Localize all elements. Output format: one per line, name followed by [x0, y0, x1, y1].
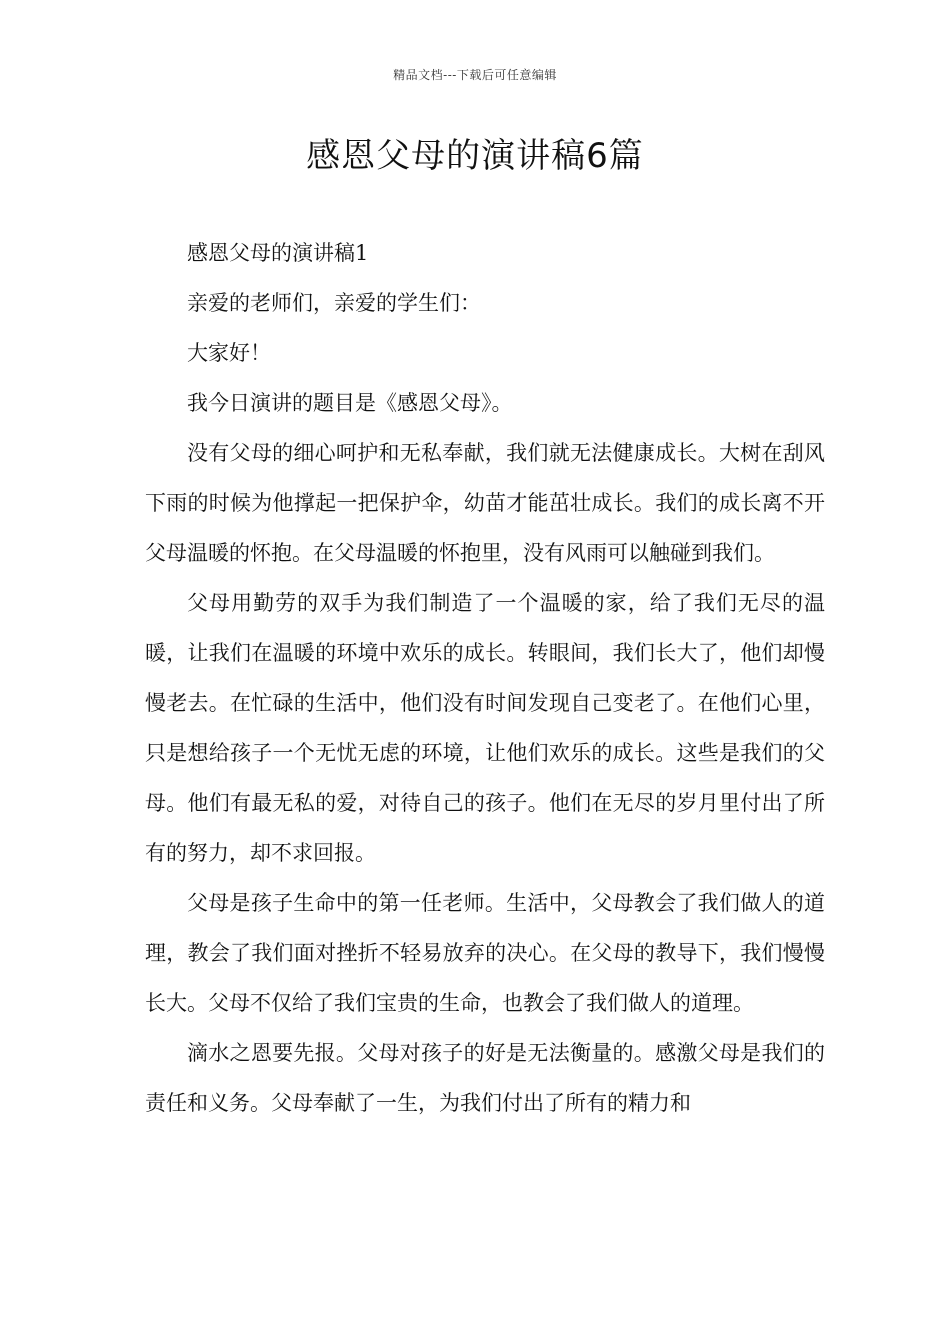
paragraph-body-4: 滴水之恩要先报。父母对孩子的好是无法衡量的。感激父母是我们的责任和义务。父母奉献了一生，为我们付出了所有的精力和 [145, 1041, 825, 1115]
paragraph-body-1: 没有父母的细心呵护和无私奉献，我们就无法健康成长。大树在刮风下雨的时候为他撑起一把保护伞，幼苗才能茁壮成长。我们的成长离不开父母温暖的怀抱。在父母温暖的怀抱里，没有风雨可以触碰到我们。 [145, 441, 825, 565]
paragraph-speech-heading: 感恩父母的演讲稿1 [187, 241, 369, 265]
paragraph-greeting: 大家好！ [187, 341, 271, 365]
document-title: 感恩父母的演讲稿6篇 [306, 136, 644, 176]
paragraph-body-3: 父母是孩子生命中的第一任老师。生活中，父母教会了我们做人的道理，教会了我们面对挫折不轻易放弃的决心。在父母的教导下，我们慢慢长大。父母不仅给了我们宝贵的生命，也教会了我们做人的道理。 [145, 891, 825, 1015]
paragraph-topic: 我今日演讲的题目是《感恩父母》。 [187, 391, 513, 415]
header-note: 精品文档---下载后可任意编辑 [393, 68, 557, 82]
paragraph-body-2: 父母用勤劳的双手为我们制造了一个温暖的家，给了我们无尽的温暖，让我们在温暖的环境中欢乐的成长。转眼间，我们长大了，他们却慢慢老去。在忙碌的生活中，他们没有时间发现自己变老了。在他们心里，只是想给孩子一个无忧无虑的环境，让他们欢乐的成长。这些是我们的父母。他们有最无私的爱，对待自己的孩子。他们在无尽的岁月里付出了所有的努力，却不求回报。 [145, 591, 825, 865]
paragraph-salutation: 亲爱的老师们，亲爱的学生们： [187, 291, 481, 315]
document-body [145, 228, 825, 1128]
